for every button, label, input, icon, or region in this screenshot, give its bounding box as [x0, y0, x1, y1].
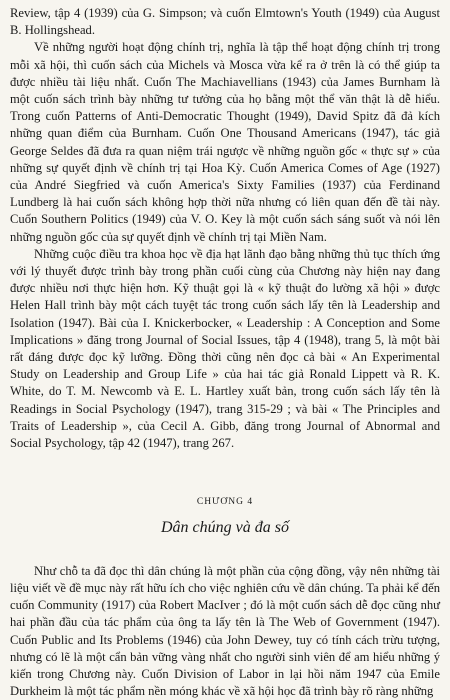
chapter-label: CHƯƠNG 4 [196, 497, 254, 508]
paragraph-leadership-research: Những cuộc điều tra khoa học về địa hạt lãnh đạo bằng những thủ tục thích ứng với lý thuyết được trình bày trong phần cuối cùng của Chương này hiện nay đang được nhiều nơi thực hiện hơn. Kỹ thuật gọi là « kỹ thuật đo lường xã hội » được Helen Hall trình bày một cách tuyệt tác trong cuốn sách lấy tên là Leadership and Isolation (1947). Bài của I. Knickerbocker, « Leadership : A Conception and Some Implications » đăng trong Journal of Social Issues, tập 4 (1948), trang 5, là một bài rất đáng được đọc kỹ lưỡng. Đồng thời cũng nên đọc cả bài « An Experimental Study on Leadership and Group Life » của hai tác giả Ronald Lippett và R. K. White, do T. M. Newcomb và E. L. Hartley xuất bản, trong cuốn sách lấy tên là Readings in Social Psychology (1947), trang 315-29 ; và bài « The Principles and Traits of Leadership », của Cecil A. Gibb, đăng trong Journal of Abnormal and Social Psychology, tập 42 (1947), trang 267. [10, 246, 440, 451]
chapter-title: Dân chúng và đa số [161, 519, 289, 537]
paragraph-public-community: Như chỗ ta đã đọc thì dân chúng là một phần của cộng đồng, vậy nên những tài liệu viết về đề mục này rất hữu ích cho việc nghiên cứu về dân chúng. Ta phải kể đến cuốn Community (1917) của Robert MacIver ; đó là một cuốn sách dễ đọc cũng như hai phần đầu của tác phẩm của ông ta lấy tên là The Web of Government (1947). Cuốn Public and Its Problems (1946) của John Dewey, tuy có tính cách trừu tượng, nhưng có lẽ là một cẩn bản vững vàng nhất cho người sinh viên để am hiểu những ý kiến trong Chương này. Cuốn Division of Labor in lại hồi năm 1947 của Emile Durkheim là một tác phẩm nền móng khác về xã hội học đã trình bày rõ ràng những [10, 563, 440, 699]
paragraph-references-continued: Review, tập 4 (1939) của G. Simpson; và cuốn Elmtown's Youth (1949) của August B. Hollingshead. [10, 6, 440, 38]
paragraph-political-actors: Về những người hoạt động chính trị, nghĩa là tập thể hoạt động chính trị trong mỗi xã hội, thì cuốn sách của Michels và Mosca vừa kể ra ở trên là có thể giúp ta được nhiều tài liệu nhất. Cuốn The Machiavellians (1943) của James Burnham là một cuốn sách trình bày những tư tưởng của họ bằng một thể văn thật là dễ hiểu. Trong cuốn Patterns of Anti-Democratic Thought (1949), David Spitz đã đả kích những quan điểm của Burnham. Cuốn One Thousand Americans (1947), tác giả George Seldes đã đưa ra quan niệm trái ngược về những nguồn gốc « thực sự » của những sự quyết định về chính trị tại Hoa Kỳ. Cuốn America Comes of Age (1927) của André Siegfried và cuốn America's Sixty Families (1937) của Ferdinand Lundberg là hai cuốn sách không hợp thời nữa nhưng có liên quan đến đề tài này. Cuốn Southern Politics (1949) của V. O. Key là một cuốn sách sáng suốt và nói lên những nguồn gốc của sự quyết định về chính trị tại Miền Nam. [10, 40, 440, 244]
